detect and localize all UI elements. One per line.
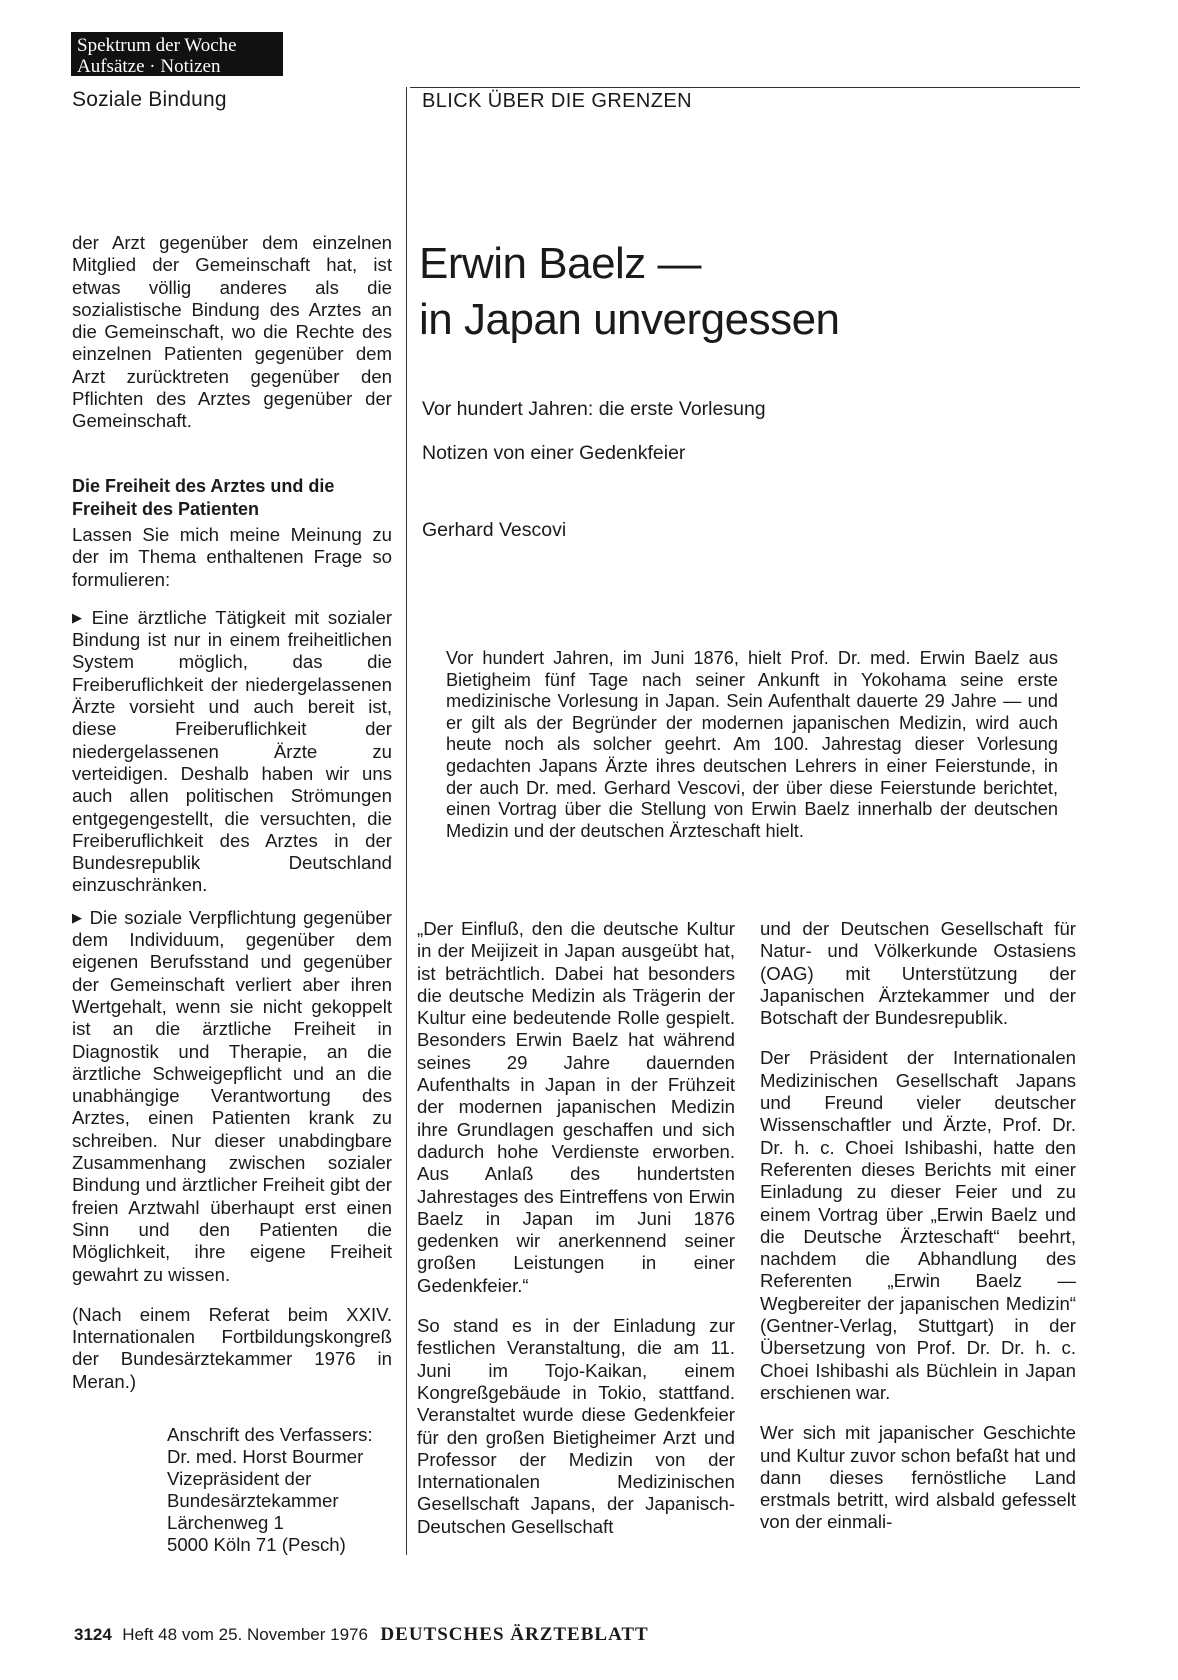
lecture-note: (Nach einem Referat beim XXIV. Internationalen Fortbildungskongreß der Bundesärztekammer 1976 in Meran.) <box>72 1303 392 1392</box>
bullet-item-1-text: Eine ärztliche Tätigkeit mit sozialer Bindung ist nur in einem freiheitlichen System möglich, das die Freiberuflichkeit der niedergelassenen Ärzte vorsieht und auch bereit ist, diese Freiberuflichkeit der niedergelassenen Ärzte zu verteidigen. Deshalb haben wir uns auch allen politischen Strömungen entgegengestellt, die versuchten, die Freiberuflichkeit des Arztes in der Bundesrepublik Deutschland einzuschränken. <box>72 606 393 896</box>
article-title <box>419 236 979 348</box>
column-3-paragraph-3: Wer sich mit japanischer Geschichte und Kultur zuvor schon befaßt hat und dann dieses fernöstliche Land erstmals betritt, wird alsbald gefesselt von der einmali- <box>760 1422 1076 1533</box>
bullet-item-2-text: Die soziale Verpflichtung gegenüber dem Individuum, gegenüber dem eigenen Berufsstand und gegenüber der Gemeinschaft verliert aber ihren Wertgehalt, wenn sie nicht gekoppelt ist an die ärztliche Freiheit in Diagnostik und Therapie, an die ärztliche Schweigepflicht und an die unabhängige Verantwortung des Arztes, einen Patienten krank zu schreiben. Nur dieser unabdingbare Zusammenhang zwischen sozialer Bindung und ärztlicher Freiheit gibt der freien Arztwahl überhaupt erst einen Sinn und den Patienten die Möglichkeit, ihre eigene Freiheit gewahrt zu wissen. <box>72 906 393 1285</box>
column-3-paragraph-2: Der Präsident der Internationalen Medizinischen Gesellschaft Japans und Freund vieler deutscher Wissenschaftler und Ärzte, Prof. Dr. Dr. h. c. Choei Ishibashi, hatte den Referenten dieses Berichts mit einer Einladung zu dieser Feier und zu einem Vortrag über „Erwin Baelz und die Deutsche Ärzteschaft“ beehrt, nachdem die Abhandlung des Referenten „Erwin Baelz — Wegbereiter der japanischen Medizin“ (Gentner-Verlag, Stuttgart) in der Übersetzung von Prof. Dr. Dr. h. c. Choei Ishibashi als Büchlein in Japan erschienen war. <box>760 1047 1076 1403</box>
author-address <box>167 1424 397 1556</box>
left-subheading: Die Freiheit des Arztes und die Freiheit des Patienten <box>72 476 335 519</box>
left-column-body <box>72 524 392 1393</box>
bullet-item-1 <box>72 607 392 897</box>
bullet-triangle-icon: ▶ <box>72 609 86 625</box>
bullet-item-2 <box>72 907 392 1286</box>
article-intro: Vor hundert Jahren, im Juni 1876, hielt Prof. Dr. med. Erwin Baelz aus Bietigheim fünf Tage nach seiner Ankunft in Yokohama seine erste medizinische Vorlesung in Japan. Sein Aufenthalt dauerte 29 Jahre — und er gilt als der Begründer der modernen japanischen Medizin, wird auch heute noch als solcher geehrt. Am 100. Jahrestag dieser Vorlesung gedachten Japans Ärzte ihres deutschen Lehrers in einer Feierstunde, in der auch Dr. med. Gerhard Vescovi, der über diese Feierstunde berichtet, einen Vortrag über die Stellung von Erwin Baelz innerhalb der deutschen Medizin und der deutschen Ärzteschaft hielt. <box>446 648 1058 841</box>
left-paragraph-1: der Arzt gegenüber dem einzelnen Mitglied der Gemeinschaft hat, ist etwas völlig anderes als die sozialistische Bindung des Arztes an die Gemeinschaft, wo die Rechte des einzelnen Patienten gegenüber dem Arzt zurücktreten gegenüber den Pflichten des Arztes gegenüber der Gemeinschaft. <box>72 232 392 432</box>
column-2-paragraph-1: „Der Einfluß, den die deutsche Kultur in der Meijizeit in Japan ausgeübt hat, ist beträchtlich. Dabei hat besonders die deutsche Medizin als Trägerin der Kultur eine bedeutende Rolle gespielt. Besonders Erwin Baelz hat während seines 29 Jahre dauernden Aufenthalts in Japan in der Frühzeit der modernen japanischen Medizin ihre Grundlagen geschaffen und sich dadurch hohe Verdienste erworben. Aus Anlaß des hundertsten Jahrestages des Eintreffens von Erwin Baelz in Japan im Juni 1876 gedenken wir anerkennend seiner großen Leistungen in einer Gedenkfeier.“ <box>417 918 735 1296</box>
article-title-line-1: Erwin Baelz — <box>419 239 702 288</box>
badge-line-2: Aufsätze · Notizen <box>77 56 221 77</box>
section-label-left: Soziale Bindung <box>72 88 227 111</box>
address-line-4: Bundesärztekammer <box>167 1490 339 1511</box>
column-3-paragraph-1: und der Deutschen Gesellschaft für Natur- und Völkerkunde Ostasiens (OAG) mit Unterstützung der Japanischen Ärztekammer und der Botschaft der Bundesrepublik. <box>760 918 1076 1029</box>
header-rule <box>410 87 1080 88</box>
left-column-paragraph-1 <box>72 232 392 433</box>
address-line-1: Anschrift des Verfassers: <box>167 1424 373 1445</box>
bullet-triangle-icon: ▶ <box>72 909 84 925</box>
address-line-5: Lärchenweg 1 <box>167 1512 284 1533</box>
article-title-line-2: in Japan unvergessen <box>419 295 840 344</box>
column-divider <box>406 87 407 1555</box>
column-2-paragraph-2: So stand es in der Einladung zur festlichen Veranstaltung, die am 11. Juni im Tojo-Kaikan, einem Kongreßgebäude in Tokio, stattfand. Veranstaltet wurde diese Gedenkfeier für den großen Bietigheimer Arzt und Professor der Medizin von der Internationalen Medizinischen Gesellschaft Japans, der Japanisch-Deutschen Gesellschaft <box>417 1315 735 1537</box>
address-line-6: 5000 Köln 71 (Pesch) <box>167 1534 346 1555</box>
article-column-3 <box>760 918 1076 1534</box>
page-number: 3124 <box>74 1625 112 1644</box>
article-column-2 <box>417 918 735 1538</box>
article-subtitle-2: Notizen von einer Gedenkfeier <box>422 442 686 464</box>
article-subtitle-1: Vor hundert Jahren: die erste Vorlesung <box>422 398 766 420</box>
section-badge <box>71 32 283 76</box>
left-paragraph-2: Lassen Sie mich meine Meinung zu der im Thema enthaltenen Frage so formulieren: <box>72 524 392 590</box>
badge-line-1: Spektrum der Woche <box>77 35 237 56</box>
journal-name: DEUTSCHES ÄRZTEBLATT <box>380 1624 649 1645</box>
issue-info: Heft 48 vom 25. November 1976 <box>122 1625 368 1644</box>
page-footer <box>74 1624 649 1646</box>
article-author: Gerhard Vescovi <box>422 519 567 541</box>
section-label-right: BLICK ÜBER DIE GRENZEN <box>422 90 692 112</box>
address-line-3: Vizepräsident der <box>167 1468 312 1489</box>
address-line-2: Dr. med. Horst Bourmer <box>167 1446 364 1467</box>
